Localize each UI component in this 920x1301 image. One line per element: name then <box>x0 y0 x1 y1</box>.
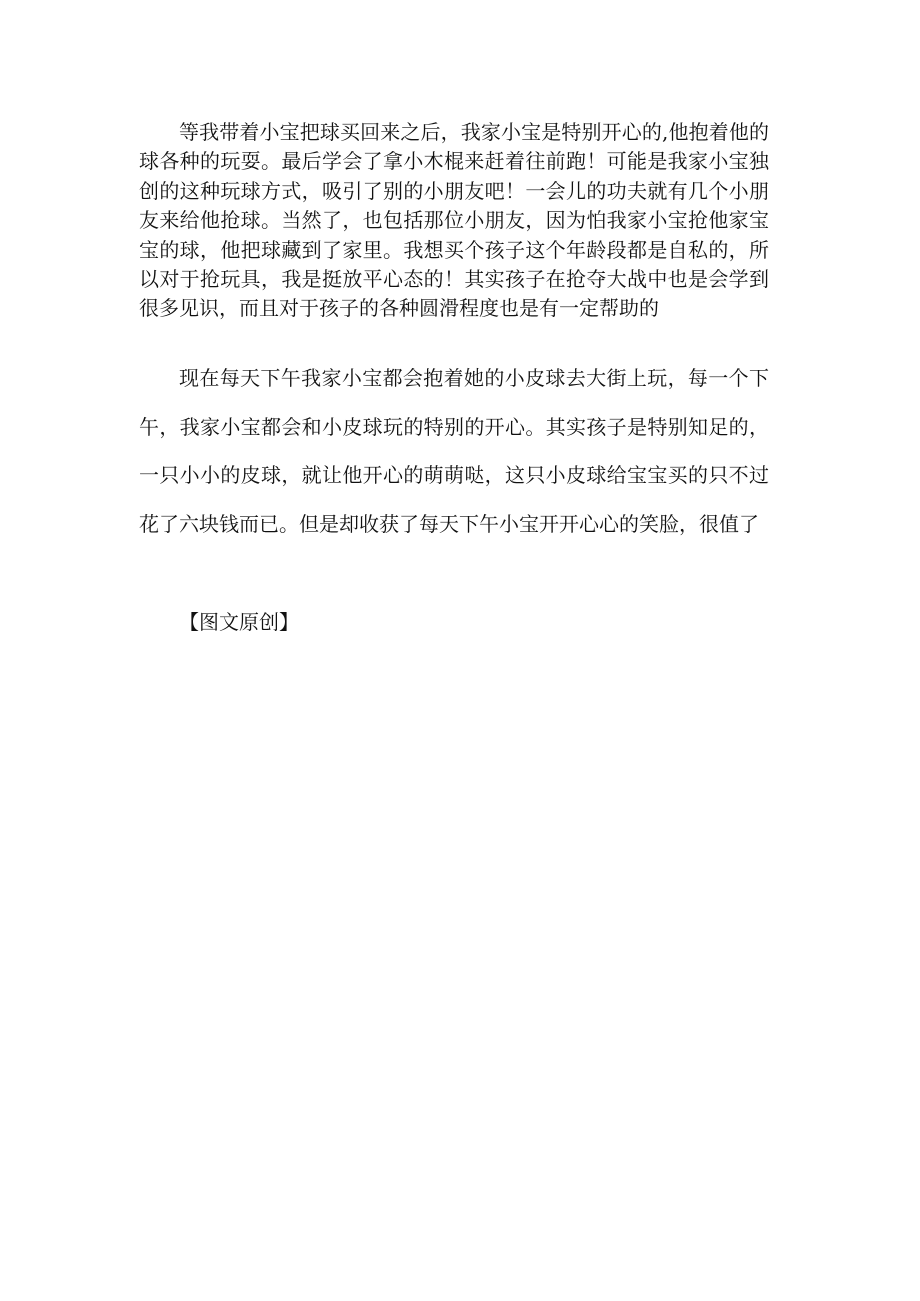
original-content-note: 【图文原创】 <box>179 610 299 634</box>
paragraph-afternoon-play: 现在每天下午我家小宝都会抱着她的小皮球去大街上玩，每一个下午，我家小宝都会和小皮球玩的特别的开心。其实孩子是特别知足的，一只小小的皮球，就让他开心的萌萌哒，这只小皮球给宝宝买的只不过花了六块钱而已。但是却收获了每天下午小宝开开心心的笑脸，很值了 <box>139 366 769 536</box>
paragraph-ball-playing: 等我带着小宝把球买回来之后，我家小宝是特别开心的,他抱着他的球各种的玩耍。最后学会了拿小木棍来赶着往前跑！可能是我家小宝独创的这种玩球方式，吸引了别的小朋友吧！一会儿的功夫就有几个小朋友来给他抢球。当然了，也包括那位小朋友，因为怕我家小宝抢他家宝宝的球，他把球藏到了家里。我想买个孩子这个年龄段都是自私的，所以对于抢玩具，我是挺放平心态的！其实孩子在抢夺大战中也是会学到很多见识，而且对于孩子的各种圆滑程度也是有一定帮助的 <box>139 120 769 321</box>
